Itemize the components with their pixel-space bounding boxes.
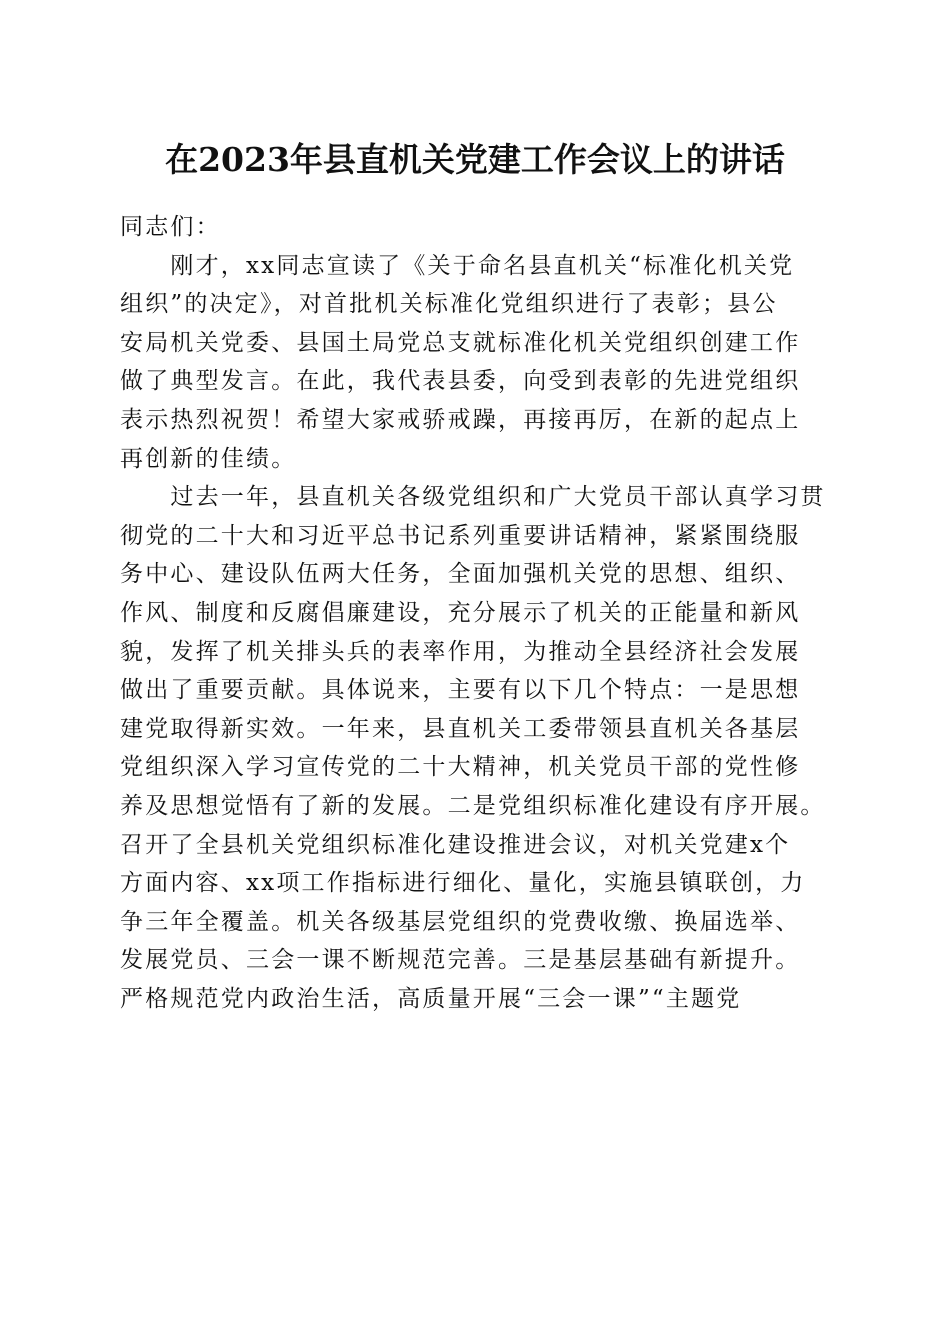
text-line: 组织”的决定》，对首批机关标准化党组织进行了表彰；县公 (120, 291, 778, 318)
text-line: 再创新的佳绩。 (120, 445, 297, 472)
text-line: 安局机关党委、县国土局党总支就标准化机关党组织创建工作 (120, 329, 801, 356)
text-line: 做了典型发言。在此，我代表县委，向受到表彰的先进党组织 (120, 368, 801, 395)
text-line: 方面内容、xx项工作指标进行细化、量化，实施县镇联创，力 (120, 870, 806, 897)
text-line: 严格规范党内政治生活，高质量开展“三会一课”“主题党 (120, 985, 742, 1012)
document-body (120, 208, 840, 1018)
text-line: 作风、制度和反腐倡廉建设，充分展示了机关的正能量和新风 (120, 599, 801, 626)
text-line: 彻党的二十大和习近平总书记系列重要讲话精神，紧紧围绕服 (120, 522, 801, 549)
text-line: 建党取得新实效。一年来，县直机关工委带领县直机关各基层 (120, 715, 801, 742)
document-title: 在2023年县直机关党建工作会议上的讲话 (165, 140, 785, 179)
text-line: 貌，发挥了机关排头兵的表率作用，为推动全县经济社会发展 (120, 638, 801, 665)
text-line: 同志们： (120, 214, 221, 240)
text-line: 刚才，xx同志宣读了《关于命名县直机关“标准化机关党 (120, 252, 795, 279)
text-line: 召开了全县机关党组织标准化建设推进会议，对机关党建x个 (120, 831, 791, 858)
text-line: 表示热烈祝贺！希望大家戒骄戒躁，再接再厉，在新的起点上 (120, 406, 801, 433)
text-line: 党组织深入学习宣传党的二十大精神，机关党员干部的党性修 (120, 754, 801, 781)
text-line: 争三年全覆盖。机关各级基层党组织的党费收缴、换届选举、 (120, 908, 801, 935)
text-line: 过去一年，县直机关各级党组织和广大党员干部认真学习贯 (120, 484, 826, 511)
text-line: 务中心、建设队伍两大任务，全面加强机关党的思想、组织、 (120, 561, 801, 588)
text-line: 做出了重要贡献。具体说来，主要有以下几个特点：一是思想 (120, 677, 801, 704)
text-line: 发展党员、三会一课不断规范完善。三是基层基础有新提升。 (120, 947, 801, 974)
text-line: 养及思想觉悟有了新的发展。二是党组织标准化建设有序开展。 (120, 792, 826, 819)
